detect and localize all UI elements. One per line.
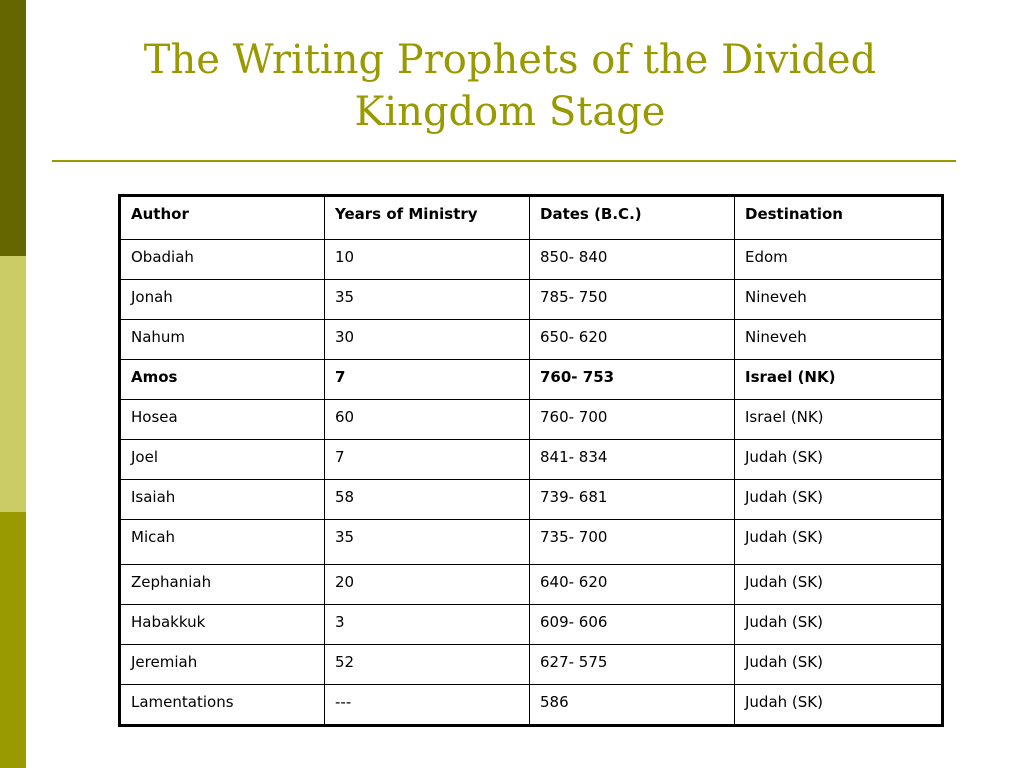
cell-dates: 650- 620 [530,320,735,360]
cell-destination: Nineveh [735,280,943,320]
table-row [120,520,943,565]
cell-author: Joel [120,440,325,480]
table-row-highlighted [120,360,943,400]
table-row [120,685,943,726]
cell-years: 7 [325,360,530,400]
cell-destination: Judah (SK) [735,645,943,685]
cell-destination: Judah (SK) [735,440,943,480]
cell-destination: Judah (SK) [735,605,943,645]
side-bar-light [0,256,26,512]
cell-author: Jonah [120,280,325,320]
cell-dates: 850- 840 [530,240,735,280]
cell-dates: 735- 700 [530,520,735,565]
cell-author: Zephaniah [120,565,325,605]
slide-title-line-1: The Writing Prophets of the Divided [143,37,877,83]
cell-destination: Israel (NK) [735,360,943,400]
table-row [120,240,943,280]
table-row [120,400,943,440]
table-row [120,280,943,320]
cell-author: Habakkuk [120,605,325,645]
table-row [120,320,943,360]
cell-dates: 785- 750 [530,280,735,320]
cell-dates: 739- 681 [530,480,735,520]
cell-author: Jeremiah [120,645,325,685]
cell-dates: 627- 575 [530,645,735,685]
slide-title [60,34,960,138]
cell-author: Isaiah [120,480,325,520]
cell-author: Micah [120,520,325,565]
title-underline [52,160,956,162]
cell-years: 58 [325,480,530,520]
cell-author: Nahum [120,320,325,360]
cell-destination: Judah (SK) [735,480,943,520]
cell-author: Obadiah [120,240,325,280]
table-row [120,565,943,605]
cell-destination: Judah (SK) [735,520,943,565]
cell-dates: 760- 700 [530,400,735,440]
header-years-of-ministry: Years of Ministry [325,196,530,240]
table-row [120,480,943,520]
cell-dates: 640- 620 [530,565,735,605]
prophets-table [118,194,944,727]
cell-years: 35 [325,280,530,320]
cell-years: 60 [325,400,530,440]
table-header-row [120,196,943,240]
table-row [120,440,943,480]
header-dates: Dates (B.C.) [530,196,735,240]
cell-years: 7 [325,440,530,480]
cell-years: 52 [325,645,530,685]
cell-years: 3 [325,605,530,645]
cell-destination: Nineveh [735,320,943,360]
cell-years: --- [325,685,530,726]
header-author: Author [120,196,325,240]
cell-destination: Judah (SK) [735,565,943,605]
cell-years: 20 [325,565,530,605]
cell-years: 35 [325,520,530,565]
header-destination: Destination [735,196,943,240]
table-row [120,605,943,645]
slide-title-line-2: Kingdom Stage [354,89,666,135]
cell-author: Hosea [120,400,325,440]
cell-destination: Judah (SK) [735,685,943,726]
cell-author: Lamentations [120,685,325,726]
cell-destination: Israel (NK) [735,400,943,440]
side-bar-mid [0,512,26,768]
cell-dates: 760- 753 [530,360,735,400]
cell-dates: 586 [530,685,735,726]
prophets-table-container [118,194,941,727]
cell-author: Amos [120,360,325,400]
table-row [120,645,943,685]
cell-destination: Edom [735,240,943,280]
cell-dates: 609- 606 [530,605,735,645]
cell-years: 10 [325,240,530,280]
cell-years: 30 [325,320,530,360]
cell-dates: 841- 834 [530,440,735,480]
side-bar-dark [0,0,26,256]
